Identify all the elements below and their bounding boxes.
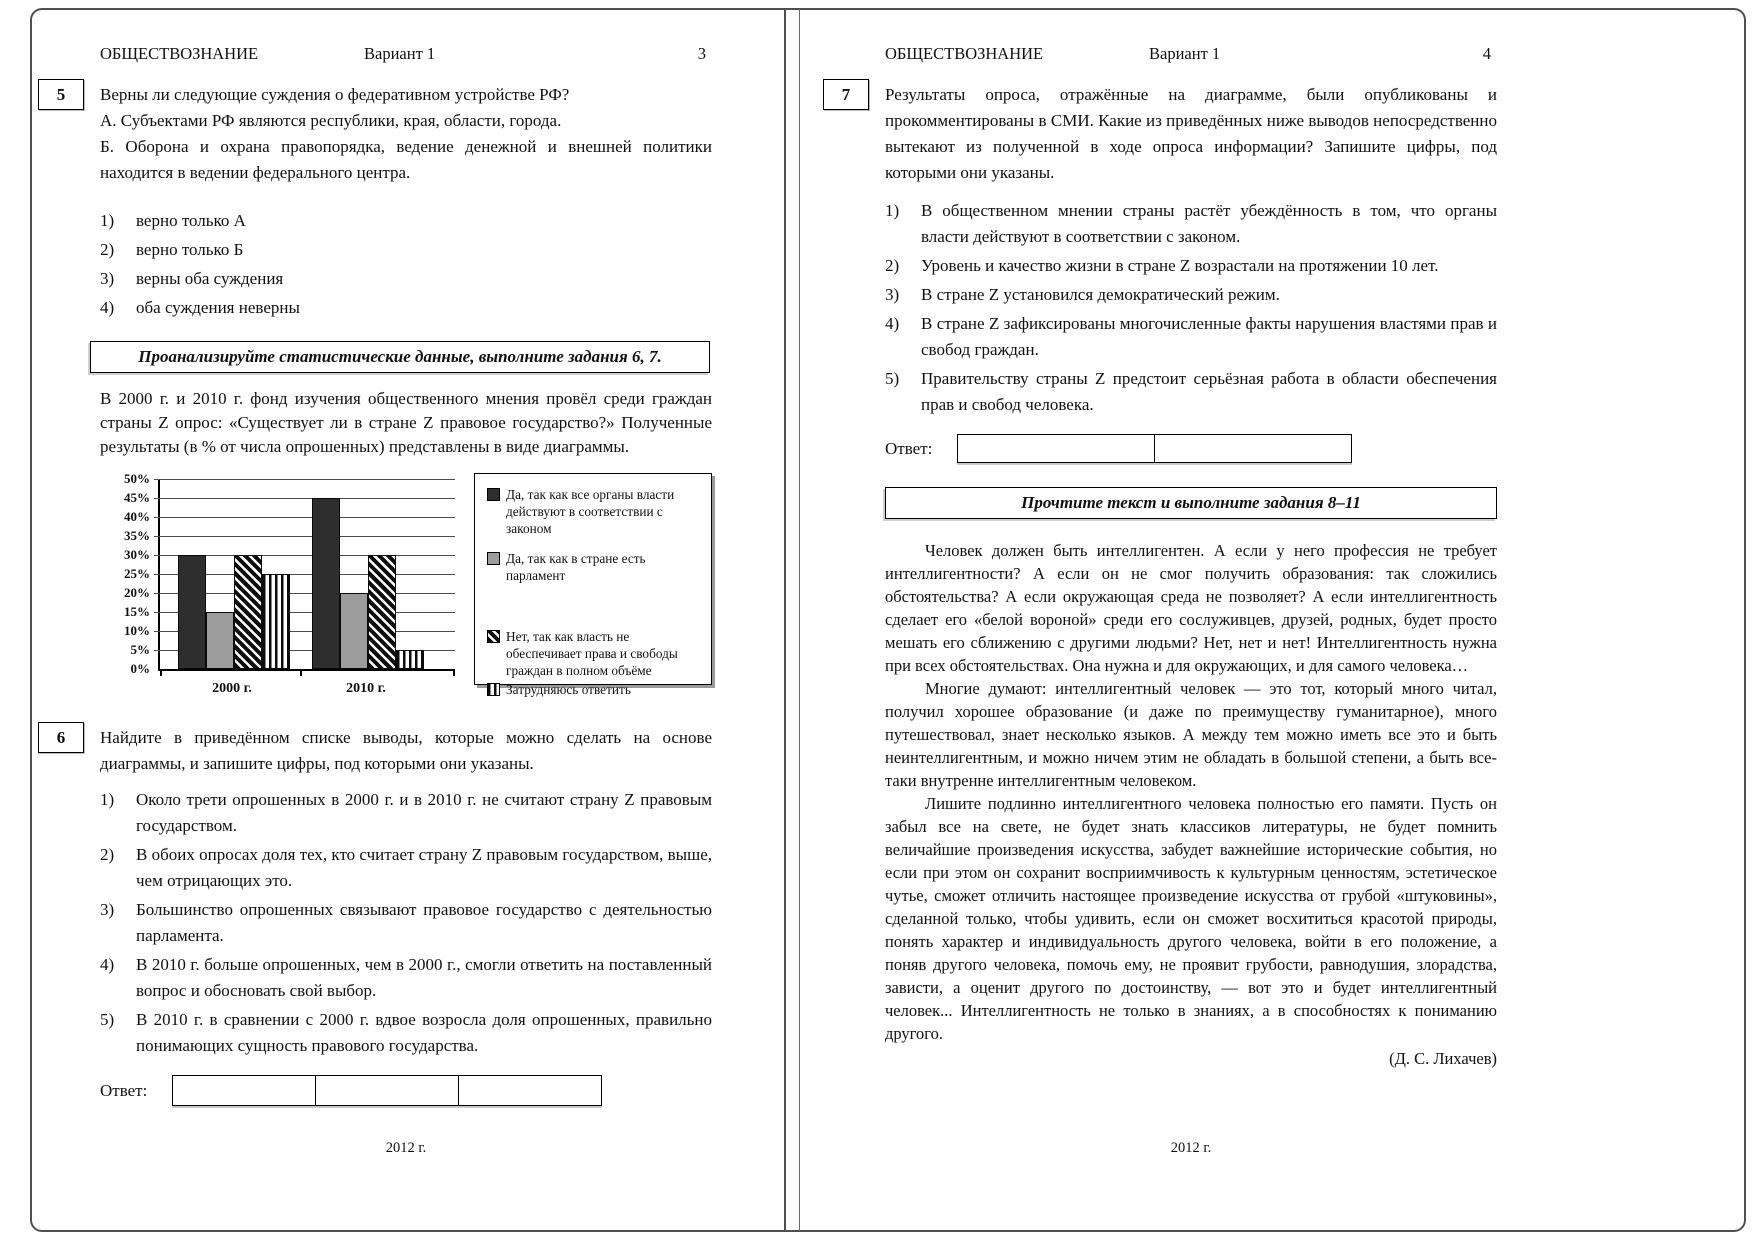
answer-cell[interactable] bbox=[316, 1076, 459, 1105]
option-item bbox=[100, 295, 712, 321]
option-text: верно только А bbox=[136, 211, 246, 230]
essay-paragraph: Многие думают: интеллигентный человек — это тот, который много читал, получил хорошее образование (и даже по преимуществу гуманитарное), много путешествовал, знает несколько языков. А между тем можно иметь все это и быть неинтеллигентным, и можно ничем этим не обладать в большой степени, а быть все-таки внутренне интеллигентным человеком. bbox=[885, 679, 1497, 790]
essay-attribution: (Д. С. Лихачев) bbox=[1389, 1049, 1497, 1068]
option-text: оба суждения неверны bbox=[136, 298, 300, 317]
page-footer-year: 2012 г. bbox=[1170, 1140, 1212, 1156]
option-number: 1) bbox=[100, 211, 115, 230]
bar-2000г.-series-3 bbox=[234, 555, 262, 669]
header-subject: ОБЩЕСТВОЗНАНИЕ bbox=[885, 44, 1044, 63]
question-6-text: Найдите в приведённом списке выводы, которые можно сделать на основе диаграммы, и запишите цифры, под которыми они указаны. bbox=[100, 728, 712, 773]
header-variant: Вариант 1 bbox=[1149, 44, 1221, 63]
x-axis-tick bbox=[160, 670, 162, 676]
option-number: 4) bbox=[885, 314, 900, 333]
option-number: 4) bbox=[100, 298, 115, 317]
y-axis-tick-label: 30% bbox=[124, 547, 150, 562]
y-axis-tick-label: 20% bbox=[124, 585, 150, 600]
answer-cell[interactable] bbox=[173, 1076, 316, 1105]
y-axis-tick-label: 25% bbox=[124, 566, 150, 581]
legend-item bbox=[487, 628, 703, 679]
x-axis-category-label: 2000 г. bbox=[212, 681, 252, 696]
gridline bbox=[154, 479, 455, 480]
page-footer-year: 2012 г. bbox=[385, 1140, 427, 1156]
option-text: Около трети опрошенных в 2000 г. и в 2010 г. не считают страну Z правовым государством. bbox=[136, 790, 712, 835]
bar-2000г.-series-4 bbox=[262, 574, 290, 669]
option-number: 3) bbox=[100, 900, 115, 919]
y-axis-tick-label: 45% bbox=[124, 490, 150, 505]
question-5-options bbox=[100, 208, 712, 321]
chart-area bbox=[108, 471, 460, 711]
option-item bbox=[885, 198, 1497, 250]
option-item bbox=[100, 237, 712, 263]
option-text: Большинство опрошенных связывают правовое государство с деятельностью парламента. bbox=[136, 900, 712, 945]
essay-text bbox=[885, 539, 1497, 1071]
option-number: 2) bbox=[100, 240, 115, 259]
instruction-banner: Проанализируйте статистические данные, выполните задания 6, 7. bbox=[90, 341, 710, 373]
page-right bbox=[801, 10, 1746, 1232]
y-axis-tick-label: 15% bbox=[124, 604, 150, 619]
option-item bbox=[100, 842, 712, 894]
bar-2000г.-series-2 bbox=[206, 612, 234, 669]
question-5 bbox=[56, 82, 712, 321]
answer-table-q6 bbox=[172, 1075, 602, 1106]
option-text: верны оба суждения bbox=[136, 269, 284, 288]
option-text: В стране Z установился демократический режим. bbox=[921, 285, 1280, 304]
gridline bbox=[154, 498, 455, 499]
option-number: 2) bbox=[885, 256, 900, 275]
read-text-banner: Прочтите текст и выполните задания 8–11 bbox=[885, 487, 1497, 519]
chart-plot bbox=[158, 479, 455, 671]
bar-chart bbox=[108, 471, 712, 711]
question-5-statement-b: Б. Оборона и охрана правопорядка, ведение денежной и внешней политики находится в ведении федерального центра. bbox=[100, 137, 712, 182]
header-page-number: 3 bbox=[697, 44, 706, 63]
option-number: 4) bbox=[100, 955, 115, 974]
option-number: 1) bbox=[885, 201, 900, 220]
answer-cell[interactable] bbox=[958, 435, 1155, 462]
answer-table-q7 bbox=[957, 434, 1352, 463]
legend-swatch-icon bbox=[487, 552, 500, 565]
option-number: 3) bbox=[885, 285, 900, 304]
option-item bbox=[100, 787, 712, 839]
option-item bbox=[100, 266, 712, 292]
legend-swatch-icon bbox=[487, 488, 500, 501]
question-7 bbox=[841, 82, 1497, 418]
legend-label: Затрудняюсь ответить bbox=[506, 682, 631, 697]
question-number: 5 bbox=[56, 84, 66, 104]
x-axis-category-label: 2010 г. bbox=[346, 681, 386, 696]
chart-legend bbox=[474, 473, 712, 697]
page-header bbox=[100, 44, 712, 66]
option-text: В 2010 г. больше опрошенных, чем в 2000 г., смогли ответить на поставленный вопрос и обосновать свой выбор. bbox=[136, 955, 712, 1000]
answer-cell[interactable] bbox=[459, 1076, 601, 1105]
option-item bbox=[100, 208, 712, 234]
legend-item bbox=[487, 681, 703, 698]
legend-swatch-icon bbox=[487, 630, 500, 643]
question-number: 7 bbox=[841, 84, 851, 104]
gridline bbox=[154, 517, 455, 518]
option-item bbox=[885, 282, 1497, 308]
y-axis-tick-label: 0% bbox=[130, 661, 150, 676]
answer-label: Ответ: bbox=[885, 438, 933, 458]
option-text: верно только Б bbox=[136, 240, 244, 259]
answer-row-q7 bbox=[885, 434, 1497, 463]
y-axis-tick-label: 10% bbox=[124, 623, 150, 638]
answer-label: Ответ: bbox=[100, 1080, 148, 1100]
option-text: Правительству страны Z предстоит серьёзная работа в области обеспечения прав и свобод человека. bbox=[921, 369, 1497, 414]
question-5-statement-a: А. Субъектами РФ являются республики, края, области, города. bbox=[100, 111, 562, 130]
option-number: 2) bbox=[100, 845, 115, 864]
legend-label: Да, так как в стране есть парламент bbox=[506, 551, 646, 583]
header-variant: Вариант 1 bbox=[364, 44, 436, 63]
option-item bbox=[885, 366, 1497, 418]
question-5-text-line: Верны ли следующие суждения о федеративном устройстве РФ? bbox=[100, 85, 570, 104]
question-7-options bbox=[885, 198, 1497, 418]
bar-2010г.-series-1 bbox=[312, 498, 340, 669]
option-number: 5) bbox=[885, 369, 900, 388]
x-axis-tick bbox=[453, 670, 455, 676]
question-7-number-box bbox=[823, 79, 869, 110]
header-subject: ОБЩЕСТВОЗНАНИЕ bbox=[100, 44, 259, 63]
page-spine-line bbox=[784, 9, 786, 1231]
bar-2010г.-series-2 bbox=[340, 593, 368, 669]
legend-label: Да, так как все органы власти действуют в соответствии с законом bbox=[506, 487, 675, 536]
question-6-number-box bbox=[38, 722, 84, 753]
option-number: 5) bbox=[100, 1010, 115, 1029]
option-number: 1) bbox=[100, 790, 115, 809]
bar-2000г.-series-1 bbox=[178, 555, 206, 669]
bar-2010г.-series-4 bbox=[396, 650, 424, 669]
question-6 bbox=[56, 725, 712, 1059]
legend-item bbox=[487, 486, 703, 537]
option-item bbox=[885, 311, 1497, 363]
question-number: 6 bbox=[56, 727, 66, 747]
option-text: В общественном мнении страны растёт убеждённость в том, что органы власти действуют в соответствии с законом. bbox=[921, 201, 1497, 246]
option-item bbox=[100, 952, 712, 1004]
option-text: Уровень и качество жизни в стране Z возрастали на протяжении 10 лет. bbox=[921, 256, 1439, 275]
question-6-options bbox=[100, 787, 712, 1059]
gridline bbox=[154, 536, 455, 537]
legend-item bbox=[487, 550, 703, 584]
option-text: В обоих опросах доля тех, кто считает страну Z правовым государством, выше, чем отрицающих это. bbox=[136, 845, 712, 890]
option-number: 3) bbox=[100, 269, 115, 288]
y-axis-tick-label: 50% bbox=[124, 471, 150, 486]
x-axis-tick bbox=[300, 670, 302, 676]
option-item bbox=[100, 897, 712, 949]
question-7-text: Результаты опроса, отражённые на диаграмме, были опубликованы и прокомментированы в СМИ. Какие из приведённых ниже выводов непосредственно вытекают из полученной в ходе опроса информации? Запишите цифры, под которыми они указаны. bbox=[885, 85, 1497, 182]
y-axis-tick-label: 5% bbox=[130, 642, 150, 657]
page-header bbox=[885, 44, 1497, 66]
essay-paragraph: Лишите подлинно интеллигентного человека полностью его памяти. Пусть он забыл все на свете, не будет знать классиков литературы, не будет помнить величайшие произведения искусства, забудет важнейшие исторические события, но если при этом он сохранит восприимчивость к культурным ценностям, эстетическое чутье, сможет отличить настоящее произведение искусства от грубой «штуковины», сделанной только, чтобы удивить, если он сможет восхититься красотой природы, понять характер и индивидуальность другого человека, войти в его положение, а поняв другого человека, помочь ему, не проявит грубости, равнодушия, злорадства, зависти, а оценит другого по достоинству, — вот это и будет интеллигентный человек... Интеллигентность не только в знаниях, а в способностях к пониманию другого. bbox=[885, 794, 1497, 1043]
legend-swatch-icon bbox=[487, 683, 500, 696]
y-axis-tick-label: 35% bbox=[124, 528, 150, 543]
option-text: В 2010 г. в сравнении с 2000 г. вдвое возросла доля опрошенных, правильно понимающих сущность правового государства. bbox=[136, 1010, 712, 1055]
answer-row-q6 bbox=[100, 1075, 712, 1106]
option-item bbox=[885, 253, 1497, 279]
essay-paragraph: Человек должен быть интеллигентен. А если у него профессия не требует интеллигентности? А если он не смог получить образования: так сложились обстоятельства? А если окружающая среда не позволяет? А если интеллигентность сделает его «белой вороной» среди его сослуживцев, друзей, родных, будет просто мешать его сближению с другими людьми? Нет, нет и нет! Интеллигентность нужна при всех обстоятельствах. Она нужна и для окружающих, и для самого человека… bbox=[885, 541, 1497, 675]
header-page-number: 4 bbox=[1482, 44, 1491, 63]
answer-cell[interactable] bbox=[1155, 435, 1351, 462]
bar-2010г.-series-3 bbox=[368, 555, 396, 669]
option-text: В стране Z зафиксированы многочисленные факты нарушения властями прав и свобод граждан. bbox=[921, 314, 1497, 359]
y-axis-tick-label: 40% bbox=[124, 509, 150, 524]
page-left bbox=[32, 10, 782, 1232]
page-spine-line bbox=[799, 9, 800, 1231]
question-5-number-box bbox=[38, 79, 84, 110]
option-item bbox=[100, 1007, 712, 1059]
legend-label: Нет, так как власть не обеспечивает права и свободы граждан в полном объёме bbox=[506, 629, 678, 678]
survey-intro-paragraph: В 2000 г. и 2010 г. фонд изучения общественного мнения провёл среди граждан страны Z опрос: «Существует ли в стране Z правовое государство?» Полученные результаты (в % от числа опрошенных) представлены в виде диаграммы. bbox=[100, 389, 712, 456]
